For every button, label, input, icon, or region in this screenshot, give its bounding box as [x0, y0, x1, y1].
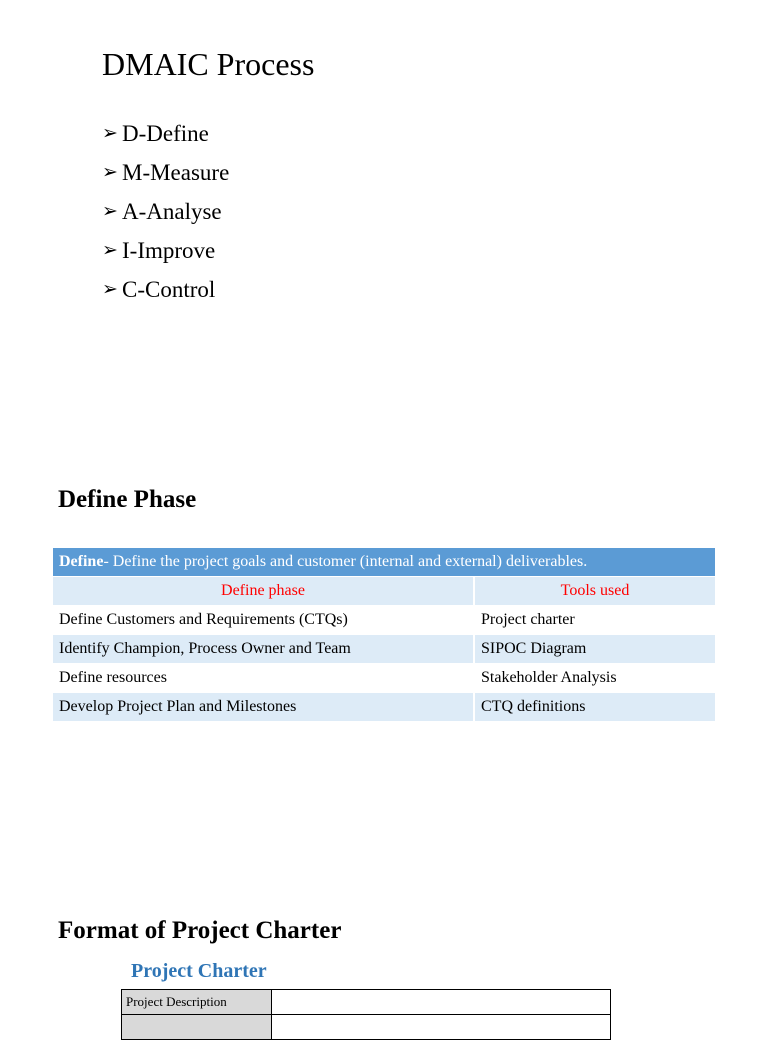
list-item — [102, 192, 229, 231]
caption-bold: Define — [59, 553, 104, 570]
column-header-tools-used: Tools used — [474, 577, 715, 606]
table-row — [53, 606, 715, 635]
phase-label: D-Define — [122, 120, 209, 146]
table-cell: Project charter — [474, 606, 715, 635]
project-charter-heading: Format of Project Charter — [58, 917, 342, 944]
arrow-bullet-icon: ➢ — [102, 162, 118, 183]
define-phase-table — [53, 548, 715, 722]
phase-label: A-Analyse — [122, 198, 222, 224]
phase-label: I-Improve — [122, 237, 216, 263]
table-row — [53, 635, 715, 664]
list-item — [102, 153, 229, 192]
table-cell: Identify Champion, Process Owner and Team — [53, 635, 474, 664]
table-cell: Stakeholder Analysis — [474, 664, 715, 693]
dmaic-phase-list — [102, 114, 229, 309]
table-row — [53, 664, 715, 693]
table-cell: SIPOC Diagram — [474, 635, 715, 664]
page-title: DMAIC Process — [102, 46, 315, 82]
arrow-bullet-icon: ➢ — [102, 279, 118, 300]
project-charter-card-title: Project Charter — [131, 960, 267, 982]
table-cell: Define Customers and Requirements (CTQs) — [53, 606, 474, 635]
project-charter-table — [121, 989, 611, 1040]
table-cell: CTQ definitions — [474, 693, 715, 722]
table-row — [122, 990, 611, 1015]
phase-label: M-Measure — [122, 159, 230, 185]
arrow-bullet-icon: ➢ — [102, 123, 118, 144]
charter-field-value — [272, 1015, 611, 1040]
phase-label: C-Control — [122, 276, 216, 302]
table-cell: Define resources — [53, 664, 474, 693]
table-row — [53, 693, 715, 722]
arrow-bullet-icon: ➢ — [102, 240, 118, 261]
list-item — [102, 270, 229, 309]
list-item — [102, 114, 229, 153]
column-header-row — [53, 577, 715, 606]
table-caption-cell — [53, 548, 715, 577]
table-cell: Develop Project Plan and Milestones — [53, 693, 474, 722]
define-phase-heading: Define Phase — [58, 486, 197, 513]
caption-text: - Define the project goals and customer (internal and external) deliverables. — [103, 553, 588, 570]
column-header-define-phase: Define phase — [53, 577, 474, 606]
arrow-bullet-icon: ➢ — [102, 201, 118, 222]
list-item — [102, 231, 229, 270]
table-header-row — [53, 548, 715, 577]
charter-field-label — [122, 1015, 272, 1040]
charter-field-value — [272, 990, 611, 1015]
table-row — [122, 1015, 611, 1040]
charter-field-label: Project Description — [122, 990, 272, 1015]
